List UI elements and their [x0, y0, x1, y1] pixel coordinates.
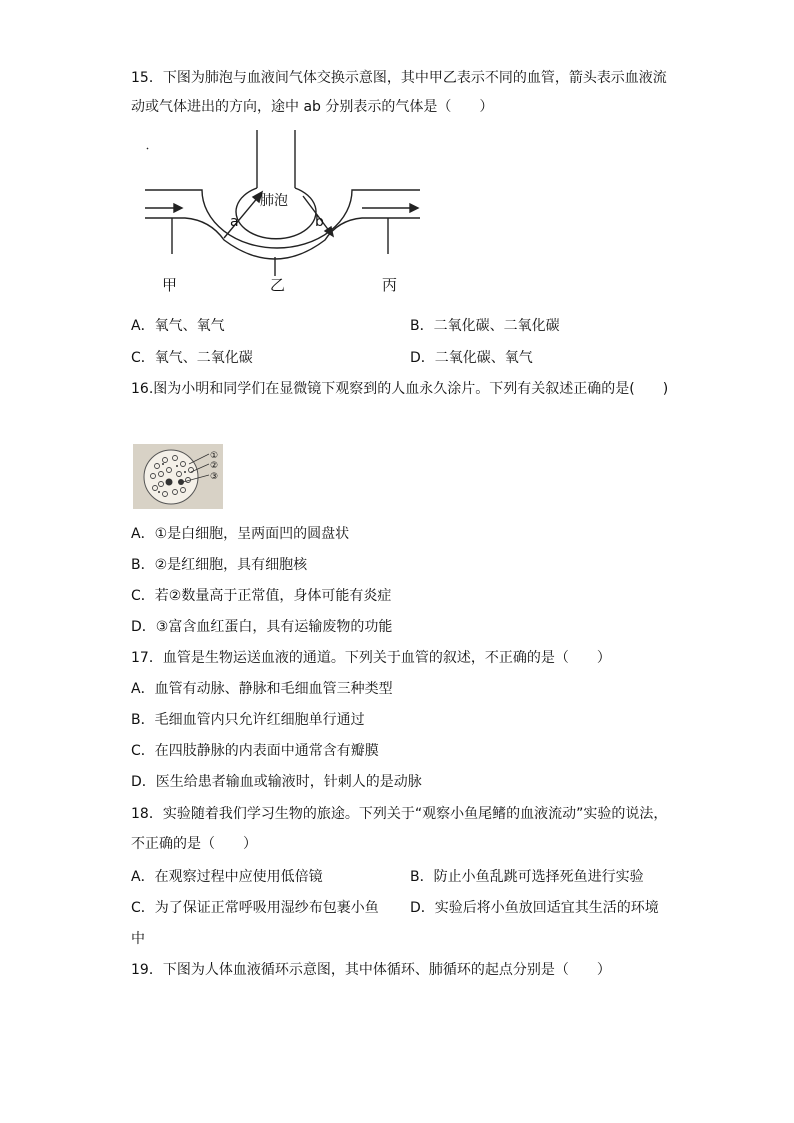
q19-stem: 19．下图为人体血液循环示意图，其中体循环、肺循环的起点分别是（ ）	[131, 962, 611, 978]
q18-option-a[interactable]: A．在观察过程中应使用低倍镜	[131, 869, 323, 885]
vessel1-label: 甲	[162, 276, 178, 294]
alveolus-gas-exchange-diagram	[140, 128, 430, 298]
q18-stem-line2: 不正确的是（ ）	[131, 836, 257, 852]
q18-option-c[interactable]: C．为了保证正常呼吸用湿纱布包裹小鱼	[131, 900, 379, 916]
vessel2-label: 乙	[270, 276, 286, 294]
vessel3-label: 丙	[382, 276, 398, 294]
q15-option-a[interactable]: A．氧气、氧气	[131, 318, 225, 334]
q16-option-a[interactable]: A．①是白细胞，呈两面凹的圆盘状	[131, 526, 350, 542]
q18-option-d[interactable]: D．实验后将小鱼放回适宜其生活的环境	[410, 900, 659, 916]
smear-label-2: ②	[210, 461, 219, 471]
alveolus-label: 肺泡	[260, 193, 288, 209]
q17-stem: 17．血管是生物运送血液的通道。下列关于血管的叙述，不正确的是（ ）	[131, 650, 611, 666]
smear-label-1: ①	[210, 451, 219, 461]
q15-stem-line2: 动或气体进出的方向，途中 ab 分别表示的气体是（ ）	[131, 99, 494, 115]
q16-option-d[interactable]: D．③富含血红蛋白，具有运输废物的功能	[131, 619, 393, 635]
q15-option-c[interactable]: C．氧气、二氧化碳	[131, 350, 253, 366]
gas-a-label: a	[230, 214, 239, 230]
q16-option-b[interactable]: B．②是红细胞，具有细胞核	[131, 557, 308, 573]
q17-option-a[interactable]: A．血管有动脉、静脉和毛细血管三种类型	[131, 681, 393, 697]
q15-stem-line1: 15．下图为肺泡与血液间气体交换示意图，其中甲乙表示不同的血管，箭头表示血液流	[131, 70, 667, 86]
q17-option-c[interactable]: C．在四肢静脉的内表面中通常含有瓣膜	[131, 743, 379, 759]
q15-option-d[interactable]: D．二氧化碳、氧气	[410, 350, 533, 366]
q15-option-b[interactable]: B．二氧化碳、二氧化碳	[410, 318, 560, 334]
q17-option-d[interactable]: D．医生给患者输血或输液时，针刺人的是动脉	[131, 774, 422, 790]
q18-option-d-continued: 中	[131, 931, 145, 947]
q18-option-b[interactable]: B．防止小鱼乱跳可选择死鱼进行实验	[410, 869, 644, 885]
q16-stem: 16.图为小明和同学们在显微镜下观察到的人血永久涂片。下列有关叙述正确的是( )	[131, 381, 669, 397]
q18-stem-line1: 18．实验随着我们学习生物的旅途。下列关于“观察小鱼尾鳍的血液流动”实验的说法，	[131, 806, 668, 822]
gas-b-label: b	[315, 214, 324, 230]
smear-label-3: ③	[210, 472, 219, 482]
q16-option-c[interactable]: C．若②数量高于正常值，身体可能有炎症	[131, 588, 392, 604]
q17-option-b[interactable]: B．毛细血管内只允许红细胞单行通过	[131, 712, 365, 728]
blood-smear-figure	[133, 444, 223, 509]
